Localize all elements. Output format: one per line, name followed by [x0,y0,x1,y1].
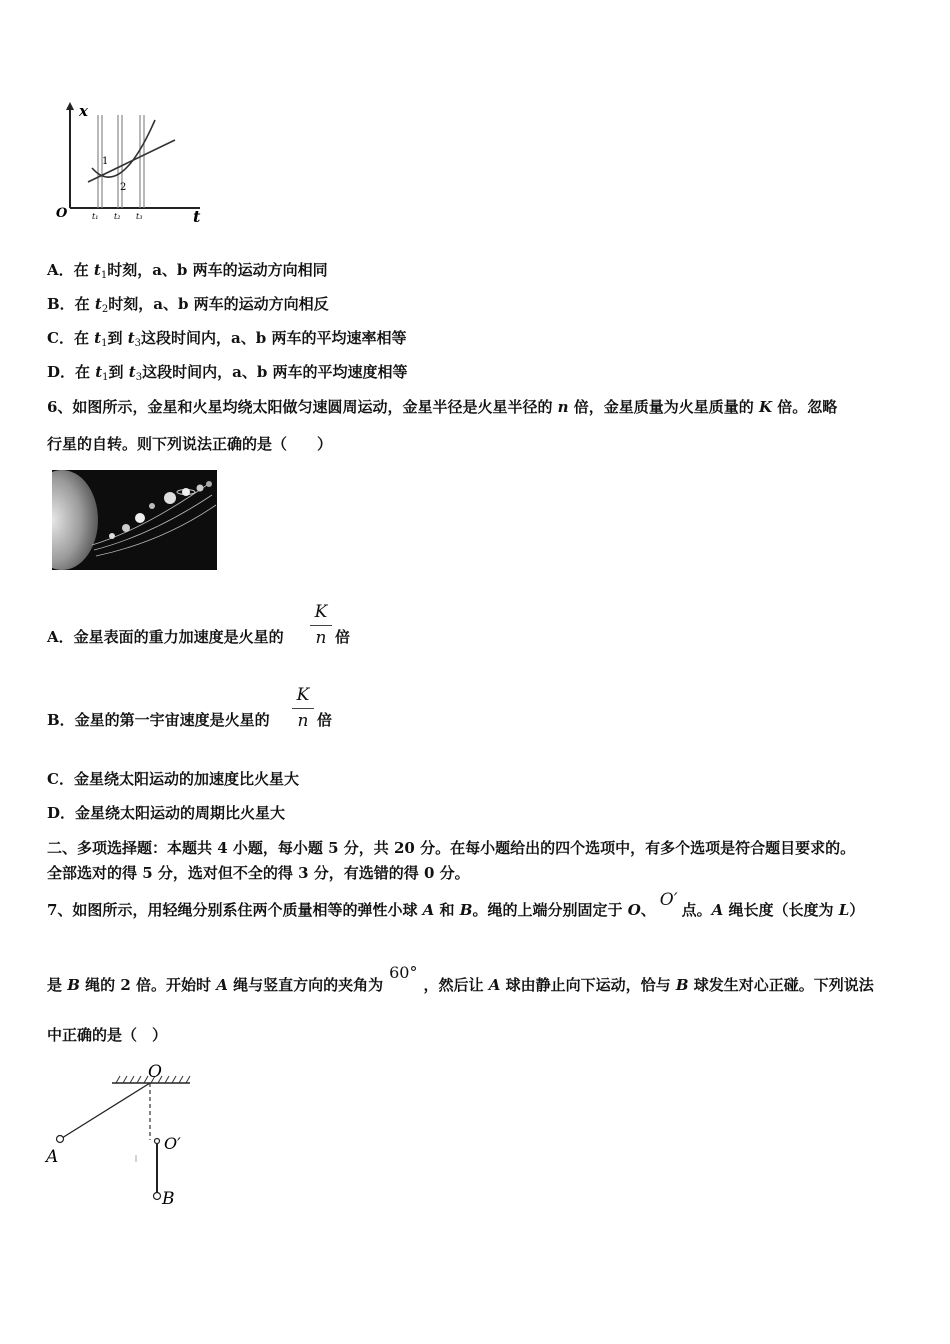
q6-option-d: D．金星绕太阳运动的周期比火星大 [47,804,286,822]
t2-label: t₂ [114,212,121,221]
label-b: B [162,1189,175,1209]
q6-option-a: A．金星表面的重力加速度是火星的 [47,628,284,646]
x-axis-label: x [79,102,88,120]
q6-option-a-fraction-bar [310,625,332,626]
q5-option-c: C．在 $t_1$到 $t_3$这段时间内，a、b 两车的平均速率相等 [47,329,407,349]
curve-1-label: 1 [102,156,109,167]
section2-heading-line2: 全部选对的得 5 分，选对但不全的得 3 分，有选错的得 0 分。 [47,864,470,882]
label-a: A [46,1147,59,1167]
curve-2-label: 2 [120,182,127,193]
q6-option-b-tail: 倍 [317,711,333,729]
planet-icon [206,481,212,487]
t-axis-label: t [193,207,201,225]
t1-label: t₁ [92,212,99,221]
rope-a [62,1083,150,1138]
q6-option-b-fraction-bar [292,708,314,709]
angle-60: 60° [389,963,418,982]
ball-b [154,1193,161,1200]
t3-label: t₃ [136,212,143,221]
origin-label: O [56,206,68,221]
q7-stem-line2: 是 B 绳的 2 倍。开始时 A 绳与竖直方向的夹角为60°，然后让 A 球由静止向下运动，恰与 B 球发生对心正碰。下列说法 [47,963,874,994]
pendulum-diagram [40,1060,210,1210]
label-o: O [148,1062,162,1082]
q7-stem-line1: 7、如图所示，用轻绳分别系住两个质量相等的弹性小球 A 和 B。绳的上端分别固定于 O、 O′ 点。A 绳长度（长度为 L） [47,890,865,919]
position-time-graph [50,100,210,225]
planet-icon [135,513,145,523]
q6-option-a-tail: 倍 [335,628,351,646]
planet-icon [122,524,130,532]
q6-option-b-numerator: K [296,685,310,705]
q5-option-a: A．在 $t_1$时刻，a、b 两车的运动方向相同 [47,261,328,281]
planet-icon [149,503,155,509]
q6-option-c: C．金星绕太阳运动的加速度比火星大 [47,770,299,788]
planet-icon [182,488,190,496]
planet-icon [197,485,204,492]
q6-stem-line2: 行星的自转。则下列说法正确的是（ ） [47,435,333,453]
planet-icon [109,533,115,539]
planet-icon [164,492,176,504]
section2-heading-line1: 二、多项选择题：本题共 4 小题，每小题 5 分，共 20 分。在每小题给出的四个选项中，有多个选项是符合题目要求的。 [47,839,856,857]
x-axis-arrow [66,102,74,110]
ball-a [57,1136,64,1143]
q6-option-b-denominator: n [297,711,309,731]
label-o-prime: O′ [164,1134,181,1153]
q6-option-a-denominator: n [315,628,327,648]
q7-stem-line3: 中正确的是（ ） [47,1026,168,1044]
q6-stem-line1: 6、如图所示，金星和火星均绕太阳做匀速圆周运动，金星半径是火星半径的 n 倍，金星质量为火星质量的 K 倍。忽略 [47,398,838,416]
q6-option-b: B．金星的第一宇宙速度是火星的 [47,711,270,729]
pivot-o-prime [155,1139,160,1144]
q5-option-d: D．在 $t_1$到 $t_3$这段时间内，a、b 两车的平均速度相等 [47,363,408,383]
solar-system-image [52,470,217,570]
q6-option-a-numerator: K [314,602,328,622]
q5-option-b: B．在 $t_2$时刻，a、b 两车的运动方向相反 [47,295,329,315]
